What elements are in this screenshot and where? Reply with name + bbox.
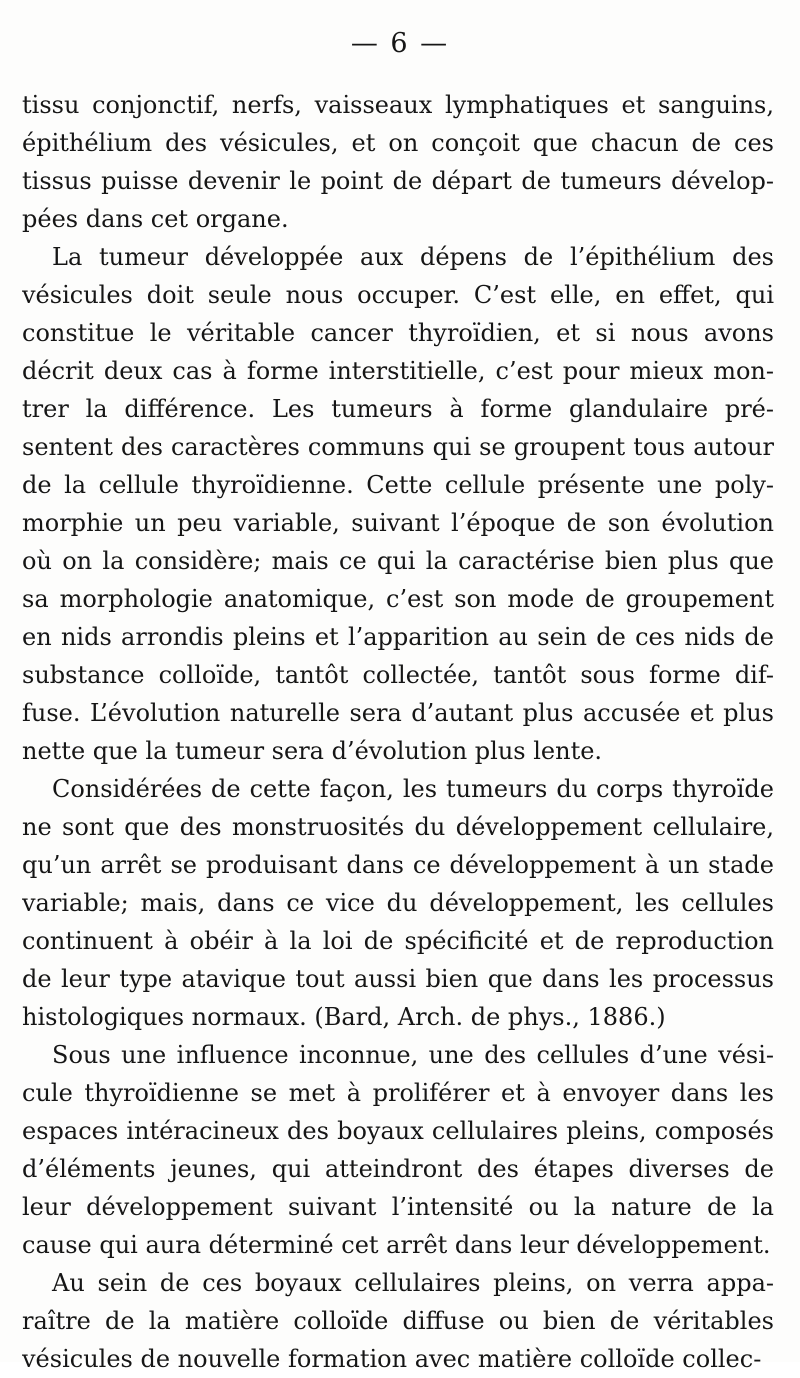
text-line: morphie un peu variable, suivant l’époque de son évolution [22, 509, 774, 537]
text-line: vésicules de nouvelle formation avec matière colloïde collec- [22, 1345, 762, 1373]
text-line: sa morphologie anatomique, c’est son mode de groupement [22, 585, 774, 613]
text-line: tissus puisse devenir le point de départ de tumeurs dévelop- [22, 167, 774, 195]
text-line: en nids arrondis pleins et l’apparition au sein de ces nids de [22, 623, 774, 651]
text-line: histologiques normaux. (Bard, Arch. de phys., 1886.) [22, 1003, 666, 1031]
paragraph [22, 1036, 774, 1264]
text-line: tissu conjonctif, nerfs, vaisseaux lymphatiques et sanguins, [22, 91, 774, 119]
text-line: substance colloïde, tantôt collectée, tantôt sous forme dif- [22, 661, 774, 689]
text-line: Sous une influence inconnue, une des cellules d’une vési- [52, 1041, 774, 1069]
text-line: continuent à obéir à la loi de spécificité et de reproduction [22, 927, 774, 955]
text-line: de la cellule thyroïdienne. Cette cellule présente une poly- [22, 471, 774, 499]
paragraph [22, 770, 774, 1036]
text-line: constitue le véritable cancer thyroïdien, et si nous avons [22, 319, 774, 347]
text-line: trer la différence. Les tumeurs à forme glandulaire pré- [22, 395, 774, 423]
text-line: de leur type atavique tout aussi bien que dans les processus [22, 965, 774, 993]
text-line: vésicules doit seule nous occuper. C’est elle, en effet, qui [22, 281, 774, 309]
text-line: sentent des caractères communs qui se groupent tous autour [22, 433, 774, 461]
text-line: leur développement suivant l’intensité ou la nature de la [22, 1193, 774, 1221]
text-line: fuse. L’évolution naturelle sera d’autant plus accusée et plus [22, 699, 774, 727]
text-line: Considérées de cette façon, les tumeurs du corps thyroïde [52, 775, 774, 803]
text-line: ne sont que des monstruosités du développement cellulaire, [22, 813, 774, 841]
text-line: raître de la matière colloïde diffuse ou bien de véritables [22, 1307, 774, 1335]
text-line: cause qui aura déterminé cet arrêt dans leur développement. [22, 1231, 771, 1259]
text-line: variable; mais, dans ce vice du développement, les cellules [22, 889, 774, 917]
paragraph [22, 238, 774, 770]
text-line: d’éléments jeunes, qui atteindront des étapes diverses de [22, 1155, 774, 1183]
text-line: décrit deux cas à forme interstitielle, c’est pour mieux mon- [22, 357, 774, 385]
text-line: nette que la tumeur sera d’évolution plus lente. [22, 737, 603, 765]
text-line: espaces intéracineux des boyaux cellulaires pleins, composés [22, 1117, 774, 1145]
text-line: La tumeur développée aux dépens de l’épithélium des [52, 243, 774, 271]
text-line: qu’un arrêt se produisant dans ce développement à un stade [22, 851, 774, 879]
text-line: épithélium des vésicules, et on conçoit que chacun de ces [22, 129, 774, 157]
page-number: — 6 — [350, 28, 450, 59]
text-line: pées dans cet organe. [22, 205, 289, 233]
text-line: Au sein de ces boyaux cellulaires pleins, on verra appa- [52, 1269, 774, 1297]
paragraph [22, 1264, 774, 1378]
text-line: où on la considère; mais ce qui la caractérise bien plus que [22, 547, 774, 575]
text-line: cule thyroïdienne se met à proliférer et à envoyer dans les [22, 1079, 774, 1107]
body-text [22, 86, 774, 1378]
paragraph [22, 86, 774, 238]
